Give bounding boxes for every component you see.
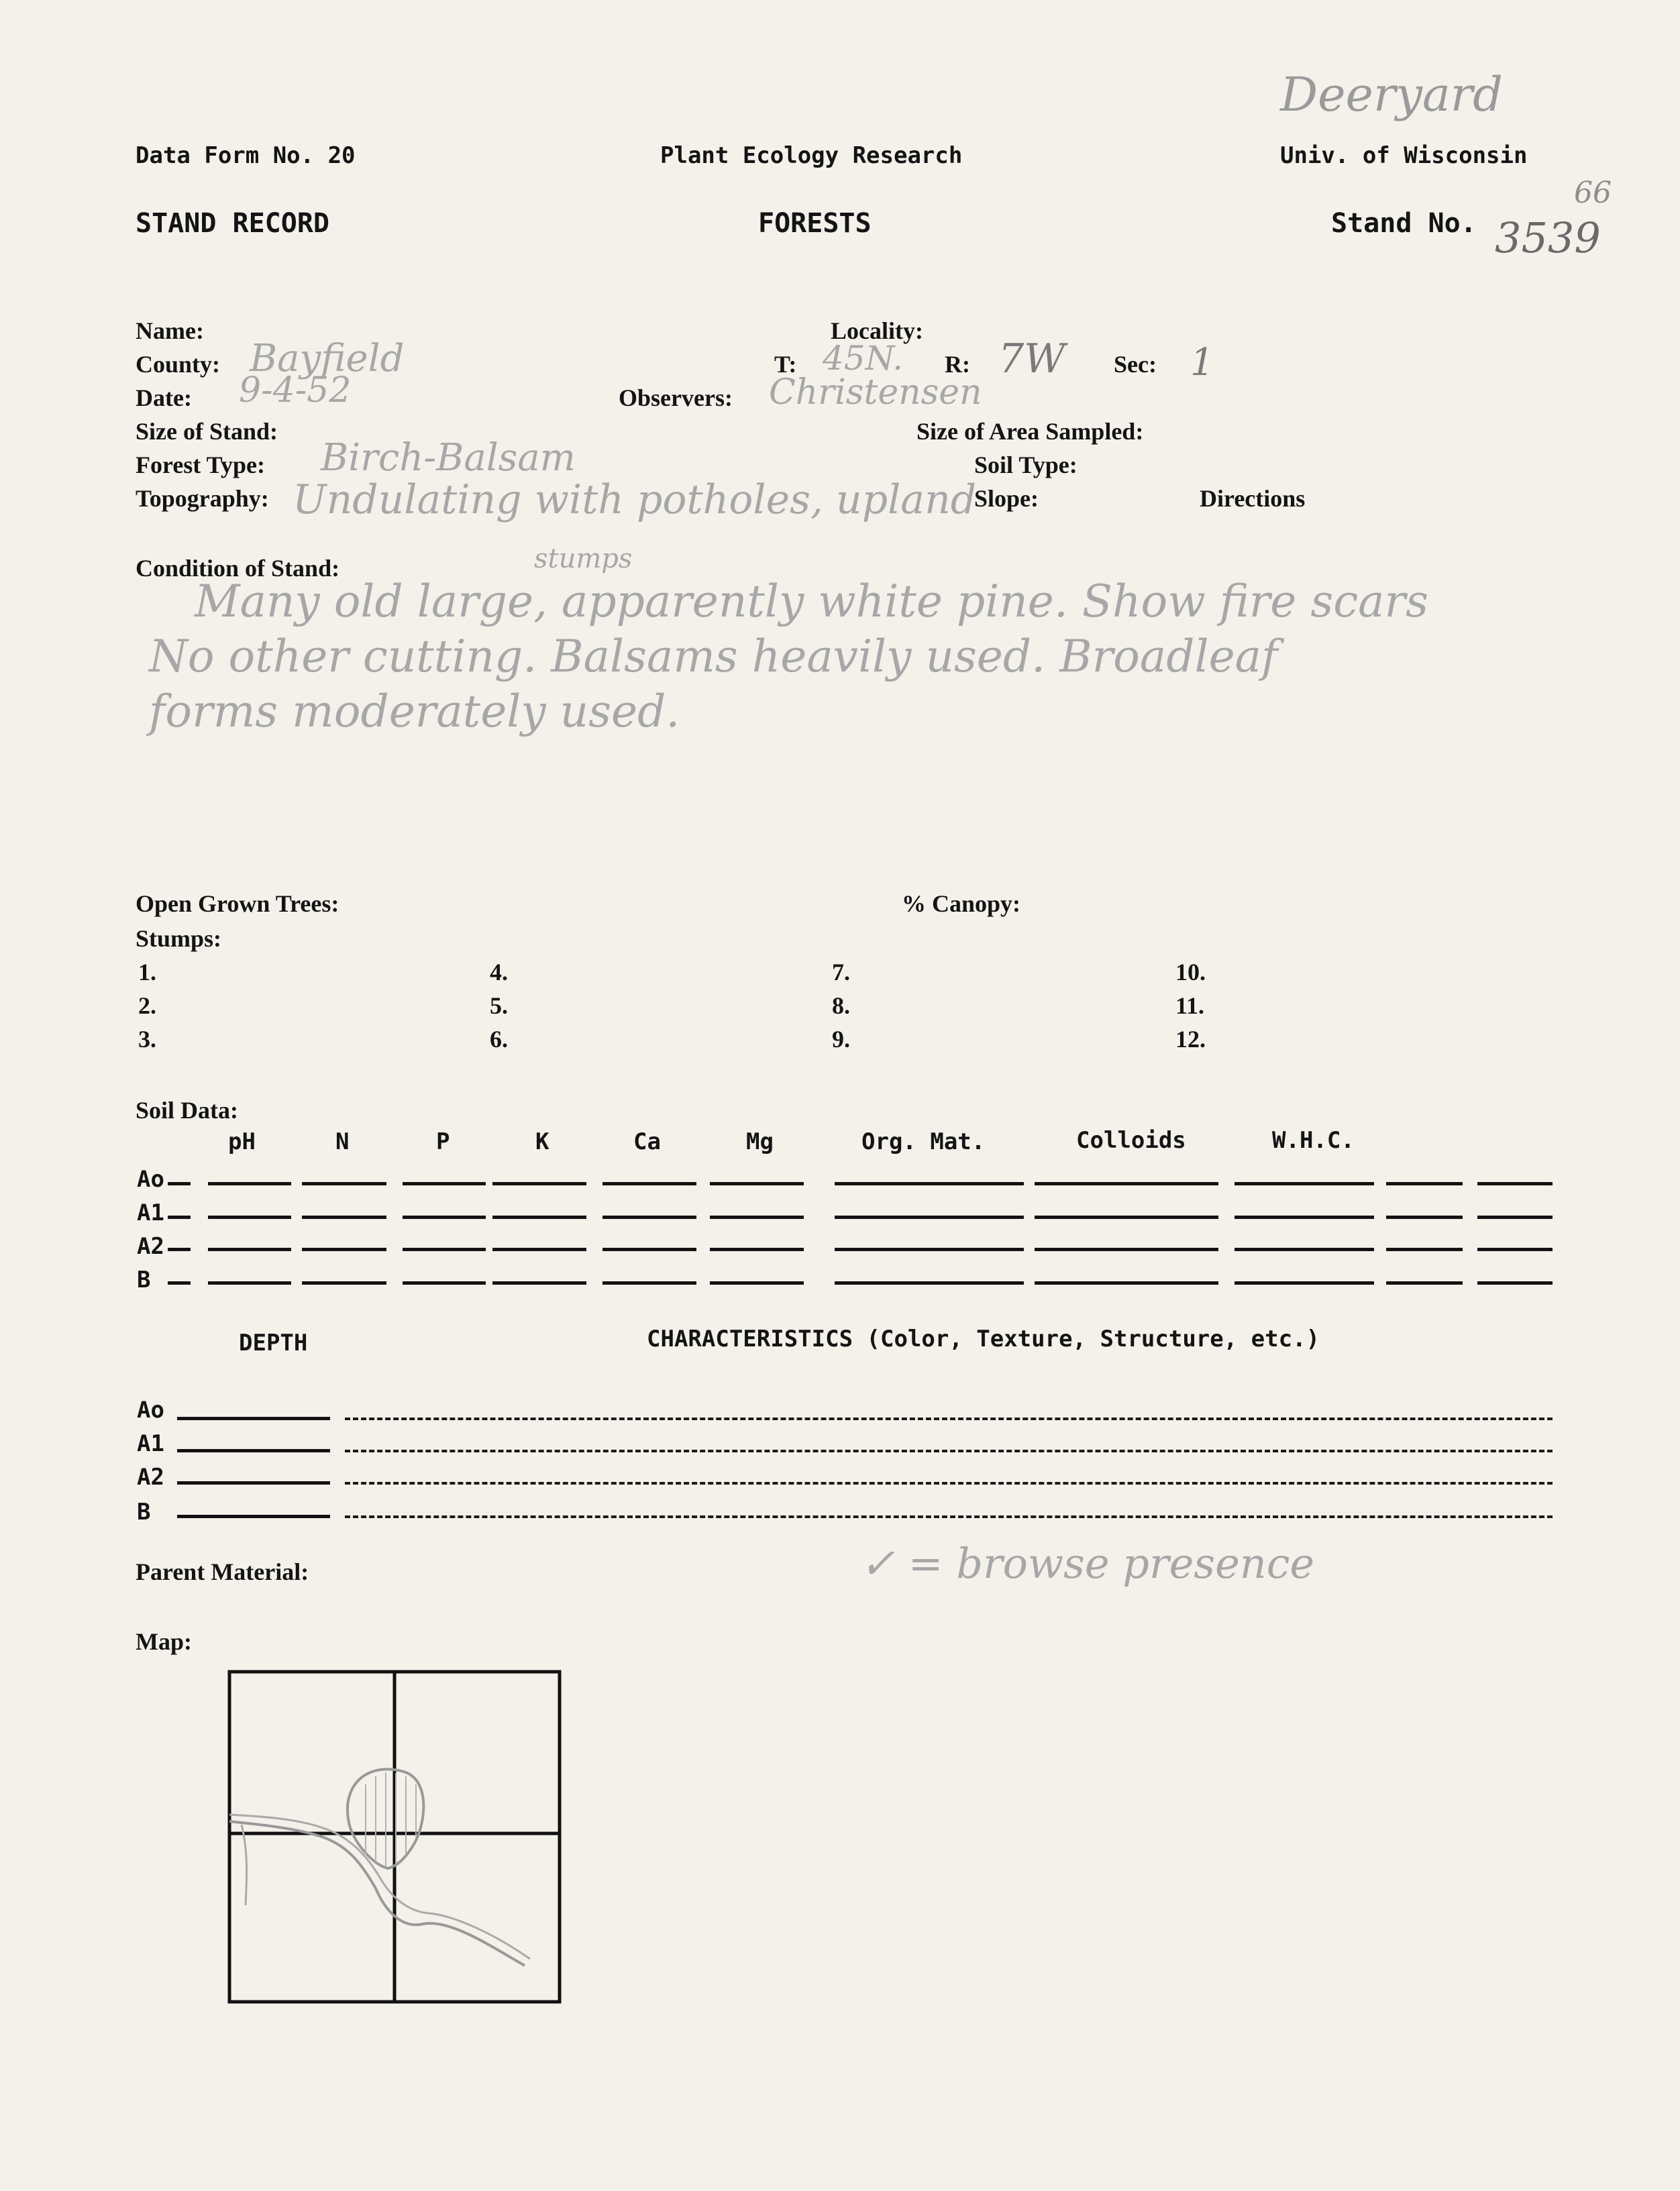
record-type: STAND RECORD — [136, 208, 329, 239]
township-label: T: — [774, 351, 797, 378]
canopy-label: % Canopy: — [902, 890, 1021, 917]
soil-column-header: Colloids — [1076, 1127, 1186, 1154]
map-stream-line — [229, 1821, 525, 1966]
range-label: R: — [945, 351, 970, 378]
soil-row-label: B — [137, 1267, 151, 1293]
stand-map — [221, 1664, 570, 2013]
stump-number: 6. — [490, 1026, 508, 1053]
forest-type-value: Birch-Balsam — [321, 436, 576, 480]
topography-value: Undulating with potholes, upland — [293, 476, 977, 523]
map-stream-line-2 — [229, 1815, 530, 1959]
characteristics-label: CHARACTERISTICS (Color, Texture, Structure, etc.) — [647, 1326, 1320, 1352]
condition-line-2: No other cutting. Balsams heavily used. Broadleaf — [149, 631, 1278, 682]
soil-column-header: Org. Mat. — [861, 1128, 986, 1155]
open-grown-trees-label: Open Grown Trees: — [136, 890, 339, 917]
stumps-label: Stumps: — [136, 925, 222, 952]
condition-insert: stumps — [534, 543, 633, 574]
university-name: Univ. of Wisconsin — [1280, 142, 1528, 169]
area-sampled-label: Size of Area Sampled: — [916, 418, 1144, 445]
stump-number: 11. — [1175, 992, 1205, 1019]
stump-number: 10. — [1175, 959, 1206, 985]
form-number: Data Form No. 20 — [136, 142, 356, 169]
soil-column-header: Mg — [746, 1128, 774, 1155]
observers-value: Christensen — [769, 372, 982, 413]
directions-label: Directions — [1200, 485, 1306, 512]
locality-label: Locality: — [831, 317, 923, 344]
soil-column-header: Ca — [633, 1128, 661, 1155]
stump-number: 4. — [490, 959, 508, 985]
section-value: 1 — [1190, 341, 1214, 384]
stump-number: 5. — [490, 992, 508, 1019]
map-label: Map: — [136, 1628, 192, 1655]
county-label: County: — [136, 351, 221, 378]
condition-label: Condition of Stand: — [136, 555, 340, 582]
soil-column-header: W.H.C. — [1272, 1127, 1355, 1154]
soil-column-header: N — [335, 1128, 350, 1155]
stand-number-label: Stand No. — [1331, 208, 1477, 239]
stand-number-value: 3539 — [1495, 213, 1601, 262]
soil-column-header: pH — [228, 1128, 256, 1155]
category-title: FORESTS — [758, 208, 872, 239]
date-label: Date: — [136, 384, 192, 411]
depth-label: DEPTH — [239, 1330, 308, 1356]
top-note: Deeryard — [1280, 67, 1503, 122]
stand-number-note: 66 — [1574, 176, 1612, 210]
map-creek-left — [242, 1825, 247, 1905]
condition-line-1: Many old large, apparently white pine. Show fire scars — [195, 576, 1428, 627]
topography-label: Topography: — [136, 485, 269, 512]
township-value: 45N. — [823, 339, 904, 378]
depth-row-label: B — [137, 1499, 151, 1526]
soil-column-header: K — [535, 1128, 549, 1155]
soil-row-label: Ao — [137, 1166, 164, 1193]
date-value: 9-4-52 — [239, 370, 352, 411]
soil-type-label: Soil Type: — [974, 451, 1078, 478]
depth-row-label: A2 — [137, 1464, 164, 1491]
observers-label: Observers: — [619, 384, 733, 411]
program-name: Plant Ecology Research — [660, 142, 963, 169]
section-label: Sec: — [1114, 351, 1157, 378]
browse-note: ✓ = browse presence — [860, 1539, 1315, 1588]
soil-row-label: A2 — [137, 1233, 164, 1260]
soil-column-header: P — [436, 1128, 450, 1155]
stump-number: 2. — [138, 992, 156, 1019]
depth-row-label: A1 — [137, 1430, 164, 1457]
stump-number: 7. — [832, 959, 850, 985]
county-value: Bayfield — [250, 337, 405, 380]
stump-number: 3. — [138, 1026, 156, 1053]
depth-row-label: Ao — [137, 1397, 164, 1424]
forest-type-label: Forest Type: — [136, 451, 265, 478]
soil-row-label: A1 — [137, 1199, 164, 1226]
stump-number: 1. — [138, 959, 156, 985]
stump-number: 9. — [832, 1026, 850, 1053]
parent-material-label: Parent Material: — [136, 1558, 309, 1585]
range-value: 7W — [998, 335, 1065, 382]
stump-number: 12. — [1175, 1026, 1206, 1053]
soil-data-label: Soil Data: — [136, 1097, 238, 1124]
stump-number: 8. — [832, 992, 850, 1019]
condition-line-3: forms moderately used. — [149, 686, 680, 737]
slope-label: Slope: — [974, 485, 1039, 512]
stand-size-label: Size of Stand: — [136, 418, 278, 445]
name-label: Name: — [136, 317, 204, 344]
